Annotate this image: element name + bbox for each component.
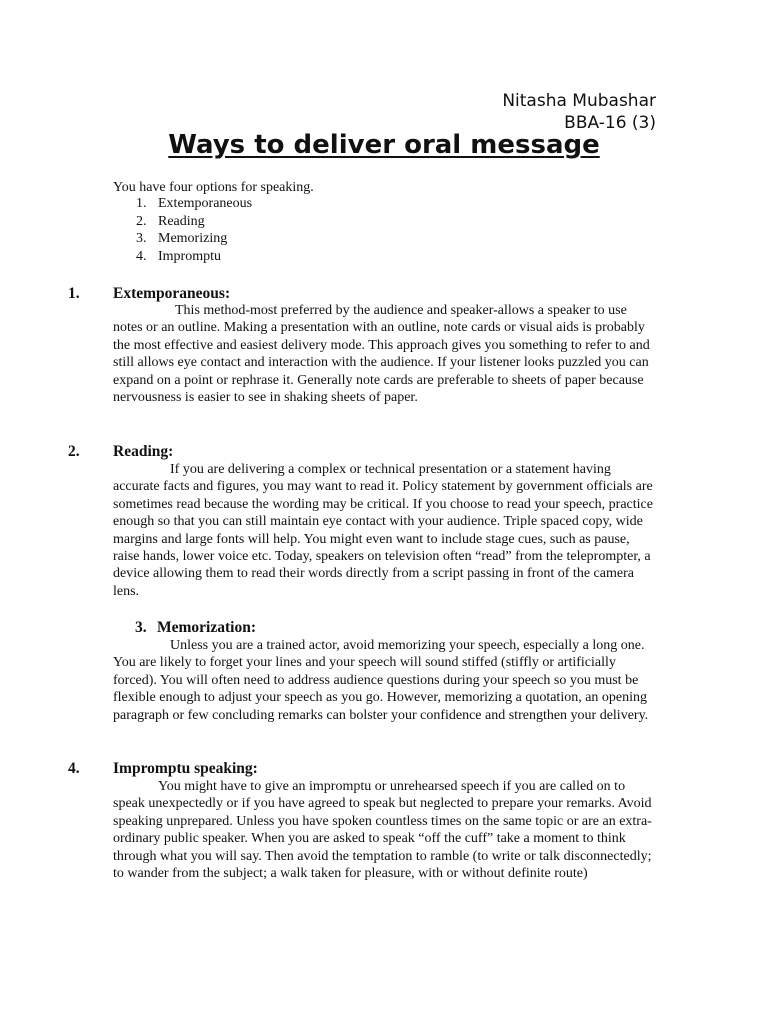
list-item: 3. Memorizing (136, 231, 228, 246)
section-heading-impromptu: 4. Impromptu speaking: (68, 760, 258, 777)
author-name: Nitasha Mubashar (502, 91, 656, 111)
section-body-impromptu: You might have to give an impromptu or unrehearsed speech if you are called on to speak unexpectedly or if you have agreed to speak but neglected to prepare your remarks. Avoid speaking unprepared. Unless you have spoken countless times on the same topic or are an extra-ordinary public speaker. When you are asked to speak “off the cuff” take a moment to think through what you will say. Then avoid the temptation to ramble (to write or talk disconnectedly; to wander from the subject; a walk taken for pleasure, with or without definite route) (113, 779, 652, 882)
list-item: 1. Extemporaneous (136, 196, 253, 211)
intro-text: You have four options for speaking. (113, 180, 314, 195)
section-heading-memorization: 3. Memorization: (135, 619, 256, 636)
section-body-extemporaneous: This method-most preferred by the audience and speaker-allows a speaker to use notes or an outline. Making a presentation with an outline, note cards or visual aids is probably the most effective and easiest delivery mode. This approach gives you something to refer to and still allows eye contact and interaction with the audience. If your listener looks puzzled you can expand on a point or rephrase it. Generally note cards are preferable to sheets of paper because nervousness is easier to see in shaking sheets of paper. (113, 303, 650, 406)
course-code: BBA-16 (3) (564, 113, 656, 133)
section-body-reading: If you are delivering a complex or technical presentation or a statement having accurate facts and figures, you may want to read it. Policy statement by government officials are sometimes read because the wording may be critical. If you choose to read your speech, practice enough so that you can still maintain eye contact with your audience. Triple spaced copy, wide margins and large fonts will help. You might even want to include stage cues, such as pause, raise hands, lower voice etc. Today, speakers on television often “read” from the teleprompter, a device allowing them to read their words directly from a script passing in front of the camera lens. (113, 462, 653, 599)
list-item: 4. Impromptu (136, 248, 221, 264)
section-body-memorization: Unless you are a trained actor, avoid memorizing your speech, especially a long one. You are likely to forget your lines and your speech will sound stiffed (stiffly or artificially forced). You will often need to address audience questions during your speech so you must be flexible enough to adjust your speech as you go. However, memorizing a quotation, an opening paragraph or few concluding remarks can bolster your confidence and strengthen your delivery. (113, 638, 649, 723)
section-heading-reading: 2. Reading: (68, 443, 174, 460)
options-list (136, 195, 252, 265)
page-title: Ways to deliver oral message (168, 130, 600, 160)
list-item: 2. Reading (136, 213, 205, 229)
section-heading-extemporaneous: 1. Extemporaneous: (68, 285, 231, 302)
